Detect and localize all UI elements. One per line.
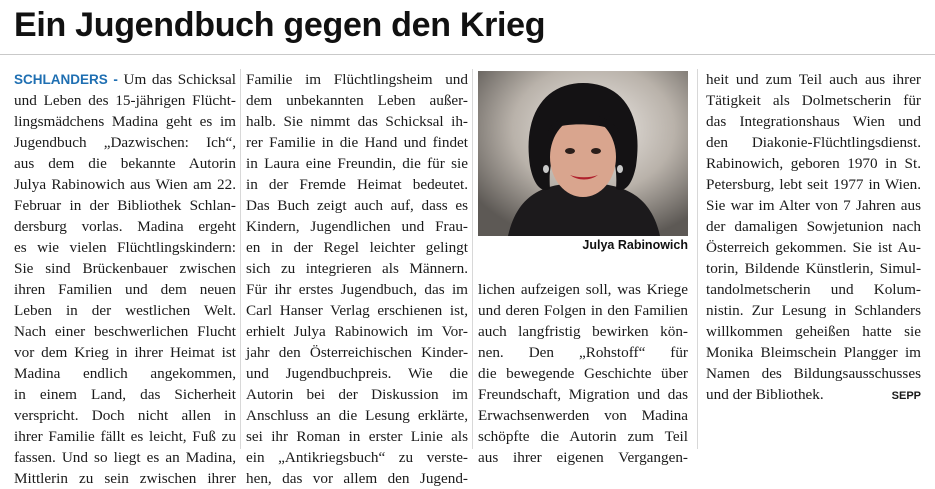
article-line: Nach einer beschwerlichen Flucht xyxy=(14,323,236,340)
article-line: ihren Familien und dem neuen xyxy=(14,281,236,298)
article-line: hen, das vor allem den Jugend- xyxy=(246,470,468,487)
article-line: dersburg vorlas. Madina ergeht xyxy=(14,218,236,235)
column-4 xyxy=(706,69,921,407)
article-line: und deren Folgen in den Familien xyxy=(478,302,688,319)
article-line: schöpfte die Autorin zum Teil xyxy=(478,428,688,445)
author-photo xyxy=(478,71,688,236)
article-line: aus dem die bekannte Autorin xyxy=(14,155,236,172)
article-line: rer Familie in die Hand und findet xyxy=(246,134,468,151)
article-line: Carl Hanser Verlag erschienen ist, xyxy=(246,302,468,319)
article-line: den Diakonie-Flüchtlingsdienst. xyxy=(706,134,921,151)
article-line: sich zu integrieren als Männern. xyxy=(246,260,468,277)
article-line: Mittlerin zu sein zwischen ihrer xyxy=(14,470,236,487)
article-line: Madina endlich angekommen, xyxy=(14,365,236,382)
article-line: Monika Bleimschein Plangger im xyxy=(706,344,921,361)
article-line: ihrer Familie fällt es leicht, Fuß zu xyxy=(14,428,236,445)
article-line: en in der Regel leichter gelingt xyxy=(246,239,468,256)
article-line: fassen. Und so liegt es an Madina, xyxy=(14,449,236,466)
article-line: tandolmetscherin und Kolum- xyxy=(706,281,921,298)
article-line: aus ihrer eigenen Vergangen- xyxy=(478,449,688,466)
article-line: lingsmädchens Madina geht es im xyxy=(14,113,236,130)
article-line: und Leben des 15-jährigen Flücht- xyxy=(14,92,236,109)
article-line: auch langfristig bewirken kön- xyxy=(478,323,688,340)
article-line: Erwachsenwerden von Madina xyxy=(478,407,688,424)
article-line: Jugendbuch „Dazwischen: Ich“, xyxy=(14,134,236,151)
article-line: willkommen geheißen hatte sie xyxy=(706,323,921,340)
article-line: Februar in der Bibliothek Schlan- xyxy=(14,197,236,214)
article-line: torin, Bildende Künstlerin, Simul- xyxy=(706,260,921,277)
column-1 xyxy=(14,69,236,489)
article-line: Österreich gekommen. Sie ist Au- xyxy=(706,239,921,256)
article-line: das Integrationshaus Wien und xyxy=(706,113,921,130)
photo-caption: Julya Rabinowich xyxy=(582,238,688,252)
article-line: Sie sind Brückenbauer zwischen xyxy=(14,260,236,277)
column-3 xyxy=(478,279,688,468)
article-line: heit und zum Teil auch aus ihrer xyxy=(706,71,921,88)
dateline: SCHLANDERS - xyxy=(14,72,118,87)
article-line xyxy=(706,384,921,405)
article-line: Für ihr erstes Jugendbuch, das im xyxy=(246,281,468,298)
article-line: Petersburg, lebt seit 1977 in Wien. xyxy=(706,176,921,193)
article-line: lichen aufzeigen soll, was Kriege xyxy=(478,281,688,298)
article-line: der damaligen Sowjetunion nach xyxy=(706,218,921,235)
article-line: nen. Den „Rohstoff“ für xyxy=(478,344,688,361)
article-line: Tätigkeit als Dolmetscherin für xyxy=(706,92,921,109)
article-line: dem unbekannten Leben außer- xyxy=(246,92,468,109)
article-line: die bewegende Geschichte über xyxy=(478,365,688,382)
article-line: Rabinowich, geboren 1970 in St. xyxy=(706,155,921,172)
article-line: Anschluss an die Lesung erklärte, xyxy=(246,407,468,424)
headline: Ein Jugendbuch gegen den Krieg xyxy=(14,6,546,44)
column-divider xyxy=(472,69,473,449)
article-line: jahr den Österreichischen Kinder- xyxy=(246,344,468,361)
article-line: es wie vielen Flüchtlingskindern: xyxy=(14,239,236,256)
article-line: Freundschaft, Migration und das xyxy=(478,386,688,403)
portrait-illustration xyxy=(478,71,688,236)
article-line: Sie war im Alter von 7 Jahren aus xyxy=(706,197,921,214)
author-signature: SEPP xyxy=(891,390,921,402)
column-divider xyxy=(240,69,241,449)
article-line: Namen des Bildungsausschusses xyxy=(706,365,921,382)
article-line: verspricht. Doch nicht allen in xyxy=(14,407,236,424)
article-line: nistin. Zur Lesung in Schlanders xyxy=(706,302,921,319)
article-line: in Laura eine Freundin, die für sie xyxy=(246,155,468,172)
article-line: Autorin bei der Diskussion im xyxy=(246,386,468,403)
article-line: sei ihr Roman in erster Linie als xyxy=(246,428,468,445)
article-line: Julya Rabinowich aus Wien am 22. xyxy=(14,176,236,193)
column-1-first-line xyxy=(14,69,236,90)
article-line: Leben in der westlichen Welt. xyxy=(14,302,236,319)
column-divider xyxy=(697,69,698,449)
article-line: Familie im Flüchtlingsheim und xyxy=(246,71,468,88)
article-line: ein „Antikriegsbuch“ zu verste- xyxy=(246,449,468,466)
column-2 xyxy=(246,69,468,489)
article-line: und Jugendbuchpreis. Wie die xyxy=(246,365,468,382)
article-line: Das Buch zeigt auch auf, dass es xyxy=(246,197,468,214)
article-line: in der Fremde Heimat bedeutet. xyxy=(246,176,468,193)
column-1-first-text: Um das Schicksal xyxy=(123,71,236,88)
article-line: halb. Sie nimmt das Schicksal ih- xyxy=(246,113,468,130)
article-line-text: und der Bibliothek. xyxy=(706,386,824,403)
article-line: erhielt Julya Rabinowich im Vor- xyxy=(246,323,468,340)
headline-rule xyxy=(0,54,935,55)
article-line: Kindern, Jugendlichen und Frau- xyxy=(246,218,468,235)
article-line: in einem Land, das Sicherheit xyxy=(14,386,236,403)
article-line: vor dem Krieg in ihrer Heimat ist xyxy=(14,344,236,361)
